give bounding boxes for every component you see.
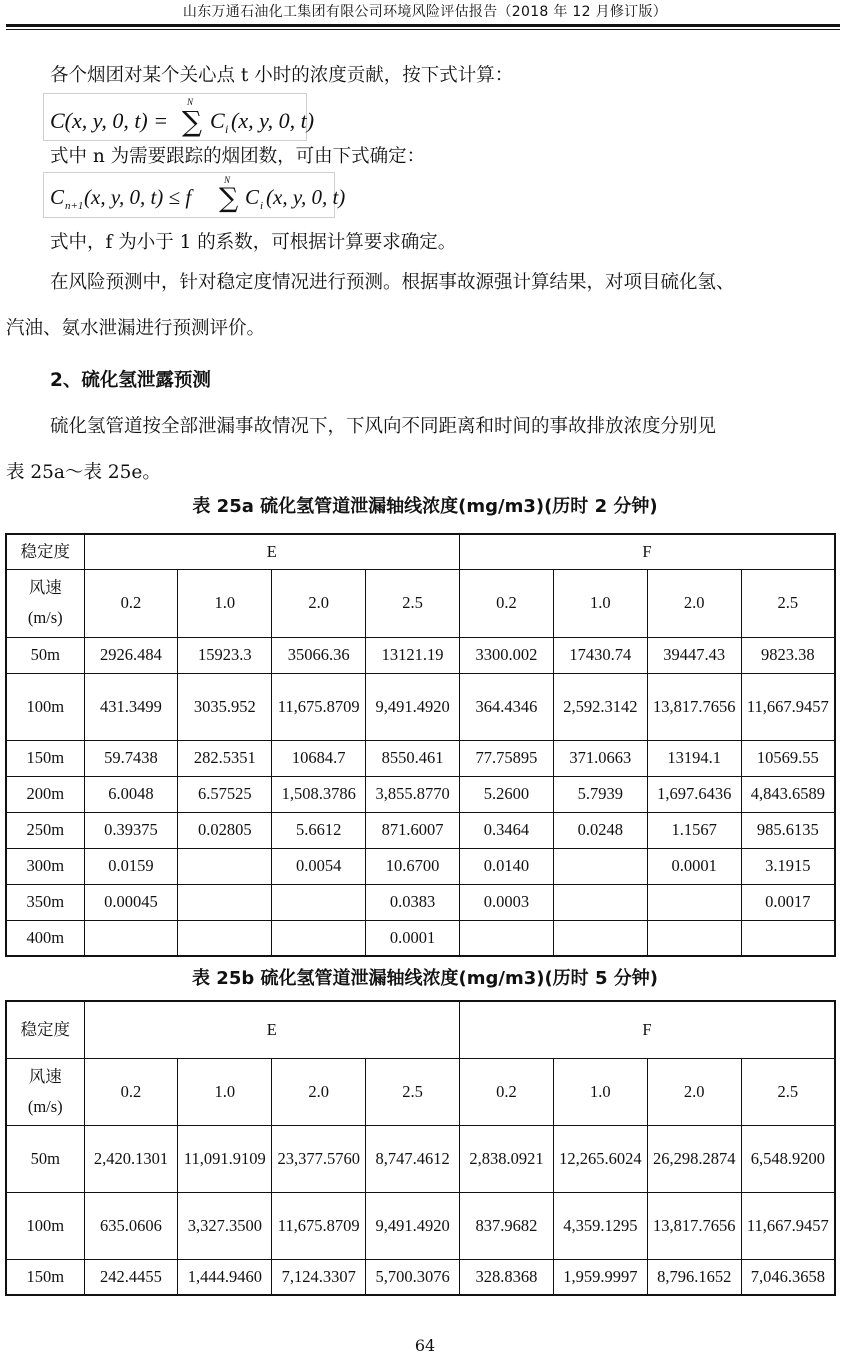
- value-cell: [741, 920, 835, 956]
- speed-cell: 2.0: [647, 569, 741, 637]
- speed-cell: 2.0: [272, 1058, 366, 1125]
- speed-cell: 2.5: [741, 569, 835, 637]
- distance-cell: 200m: [6, 776, 84, 812]
- value-cell: [647, 920, 741, 956]
- value-cell: 9823.38: [741, 637, 835, 673]
- value-cell: 13194.1: [647, 740, 741, 776]
- value-cell: 8,796.1652: [647, 1259, 741, 1295]
- svg-text:n+1: n+1: [65, 200, 84, 212]
- header-rule-thick: [6, 24, 840, 27]
- svg-text:N: N: [224, 175, 231, 185]
- table-25b-caption: 表 25b 硫化氢管道泄漏轴线浓度(mg/m3)(历时 5 分钟): [192, 968, 658, 989]
- table-row: [6, 740, 835, 776]
- table-row: [6, 920, 835, 956]
- value-cell: 3.1915: [741, 848, 835, 884]
- value-cell: 0.00045: [84, 884, 178, 920]
- wind-speed-label: 风速: [28, 578, 62, 597]
- table-row: [6, 673, 835, 740]
- value-cell: 5,700.3076: [366, 1259, 460, 1295]
- value-cell: 35066.36: [272, 637, 366, 673]
- stability-e-cell: E: [84, 1001, 460, 1058]
- speed-cell: 0.2: [460, 569, 554, 637]
- value-cell: 1,697.6436: [647, 776, 741, 812]
- value-cell: 59.7438: [84, 740, 178, 776]
- speed-cell: 2.0: [647, 1058, 741, 1125]
- value-cell: 0.0054: [272, 848, 366, 884]
- value-cell: 9,491.4920: [366, 673, 460, 740]
- table-row-wind-speed: [6, 1058, 835, 1125]
- speed-cell: 1.0: [178, 569, 272, 637]
- value-cell: 5.2600: [460, 776, 554, 812]
- paragraph-risk-prediction-line1: 在风险预测中，针对稳定度情况进行预测。根据事故源强计算结果，对项目硫化氢、: [50, 272, 735, 293]
- value-cell: 11,091.9109: [178, 1125, 272, 1192]
- distance-cell: 150m: [6, 1259, 84, 1295]
- value-cell: 10569.55: [741, 740, 835, 776]
- value-cell: 328.8368: [460, 1259, 554, 1295]
- value-cell: 5.7939: [553, 776, 647, 812]
- value-cell: 1,508.3786: [272, 776, 366, 812]
- value-cell: 8,747.4612: [366, 1125, 460, 1192]
- table-row: [6, 884, 835, 920]
- formula-puff-criterion-graphic: [44, 173, 346, 217]
- value-cell: [84, 920, 178, 956]
- speed-cell: 0.2: [460, 1058, 554, 1125]
- value-cell: 6.0048: [84, 776, 178, 812]
- value-cell: 2926.484: [84, 637, 178, 673]
- value-cell: 6.57525: [178, 776, 272, 812]
- value-cell: 11,675.8709: [272, 673, 366, 740]
- section-heading: 2、硫化氢泄露预测: [50, 370, 211, 391]
- wind-speed-label: 风速: [28, 1066, 62, 1086]
- speed-cell: 0.2: [84, 1058, 178, 1125]
- speed-cell: 2.5: [366, 1058, 460, 1125]
- stability-e-cell: E: [84, 534, 460, 569]
- value-cell: 0.0001: [647, 848, 741, 884]
- value-cell: [553, 848, 647, 884]
- value-cell: 0.0003: [460, 884, 554, 920]
- value-cell: [460, 920, 554, 956]
- value-cell: 13,817.7656: [647, 1192, 741, 1259]
- value-cell: 1,959.9997: [553, 1259, 647, 1295]
- value-cell: 7,124.3307: [272, 1259, 366, 1295]
- formula-concentration-sum-graphic: [44, 94, 315, 140]
- distance-cell: 150m: [6, 740, 84, 776]
- distance-cell: 50m: [6, 1125, 84, 1192]
- svg-text:(x, y, 0, t): (x, y, 0, t): [231, 108, 315, 133]
- table-25a-caption: 表 25a 硫化氢管道泄漏轴线浓度(mg/m3)(历时 2 分钟): [192, 496, 658, 517]
- stability-label-cell: 稳定度: [6, 1001, 84, 1058]
- value-cell: 13121.19: [366, 637, 460, 673]
- value-cell: [178, 848, 272, 884]
- value-cell: 2,420.1301: [84, 1125, 178, 1192]
- table-row: [6, 1259, 835, 1295]
- svg-text:(x, y, 0, t): (x, y, 0, t): [266, 185, 346, 209]
- value-cell: 2,838.0921: [460, 1125, 554, 1192]
- svg-text:∑: ∑: [182, 105, 202, 138]
- stability-f-cell: F: [460, 1001, 836, 1058]
- value-cell: 7,046.3658: [741, 1259, 835, 1295]
- distance-cell: 100m: [6, 673, 84, 740]
- stability-label-cell: 稳定度: [6, 534, 84, 569]
- wind-speed-label-cell: [6, 569, 84, 637]
- svg-text:C(x, y, 0, t) =: C(x, y, 0, t) =: [50, 108, 169, 133]
- distance-cell: 350m: [6, 884, 84, 920]
- value-cell: 0.0159: [84, 848, 178, 884]
- paragraph-puff-contribution: 各个烟团对某个关心点 t 小时的浓度贡献，按下式计算：: [50, 65, 514, 86]
- distance-cell: 400m: [6, 920, 84, 956]
- paragraph-puff-count: 式中 n 为需要跟踪的烟团数，可由下式确定：: [50, 146, 426, 167]
- speed-cell: 1.0: [553, 569, 647, 637]
- speed-cell: 1.0: [553, 1058, 647, 1125]
- value-cell: 985.6135: [741, 812, 835, 848]
- table-row: [6, 1125, 835, 1192]
- value-cell: 0.3464: [460, 812, 554, 848]
- value-cell: 0.0383: [366, 884, 460, 920]
- value-cell: 1,444.9460: [178, 1259, 272, 1295]
- value-cell: 39447.43: [647, 637, 741, 673]
- value-cell: 871.6007: [366, 812, 460, 848]
- value-cell: [272, 920, 366, 956]
- value-cell: 23,377.5760: [272, 1125, 366, 1192]
- header-rule-thin: [6, 29, 840, 30]
- value-cell: 282.5351: [178, 740, 272, 776]
- svg-text:C: C: [50, 185, 65, 209]
- table-row: [6, 1192, 835, 1259]
- value-cell: 0.0017: [741, 884, 835, 920]
- svg-text:C: C: [245, 185, 260, 209]
- value-cell: 11,667.9457: [741, 1192, 835, 1259]
- value-cell: 2,592.3142: [553, 673, 647, 740]
- value-cell: 0.39375: [84, 812, 178, 848]
- formula-concentration-sum: [43, 93, 315, 141]
- value-cell: [272, 884, 366, 920]
- value-cell: 431.3499: [84, 673, 178, 740]
- wind-speed-unit: (m/s): [27, 1096, 63, 1116]
- svg-text:N: N: [187, 97, 194, 107]
- value-cell: [553, 884, 647, 920]
- value-cell: 635.0606: [84, 1192, 178, 1259]
- table-row: [6, 848, 835, 884]
- value-cell: 837.9682: [460, 1192, 554, 1259]
- table-row-stability: [6, 534, 835, 569]
- value-cell: 0.0001: [366, 920, 460, 956]
- value-cell: 13,817.7656: [647, 673, 741, 740]
- svg-text:i: i: [260, 200, 264, 212]
- value-cell: [553, 920, 647, 956]
- distance-cell: 50m: [6, 637, 84, 673]
- value-cell: 3035.952: [178, 673, 272, 740]
- svg-text:∑: ∑: [219, 183, 239, 214]
- value-cell: 8550.461: [366, 740, 460, 776]
- speed-cell: 2.5: [366, 569, 460, 637]
- value-cell: [647, 884, 741, 920]
- svg-text:(x, y, 0, t) ≤ f: (x, y, 0, t) ≤ f: [84, 185, 192, 209]
- paragraph-coefficient-f: 式中，f 为小于 1 的系数，可根据计算要求确定。: [50, 232, 457, 253]
- value-cell: 3,327.3500: [178, 1192, 272, 1259]
- value-cell: 1.1567: [647, 812, 741, 848]
- speed-cell: 2.5: [741, 1058, 835, 1125]
- table-25b: [5, 1000, 836, 1296]
- document-header: 山东万通石油化工集团有限公司环境风险评估报告（2018 年 12 月修订版）: [182, 4, 668, 20]
- value-cell: 5.6612: [272, 812, 366, 848]
- speed-cell: 1.0: [178, 1058, 272, 1125]
- value-cell: 364.4346: [460, 673, 554, 740]
- value-cell: 0.0248: [553, 812, 647, 848]
- value-cell: 17430.74: [553, 637, 647, 673]
- value-cell: 242.4455: [84, 1259, 178, 1295]
- stability-f-cell: F: [460, 534, 836, 569]
- paragraph-risk-prediction-line2: 汽油、氨水泄漏进行预测评价。: [6, 318, 266, 339]
- value-cell: 77.75895: [460, 740, 554, 776]
- value-cell: 11,675.8709: [272, 1192, 366, 1259]
- table-row-wind-speed: [6, 569, 835, 637]
- value-cell: 26,298.2874: [647, 1125, 741, 1192]
- value-cell: 9,491.4920: [366, 1192, 460, 1259]
- value-cell: 10684.7: [272, 740, 366, 776]
- wind-speed-label-cell: [6, 1058, 84, 1125]
- value-cell: 0.02805: [178, 812, 272, 848]
- value-cell: [178, 920, 272, 956]
- table-row: [6, 776, 835, 812]
- value-cell: 6,548.9200: [741, 1125, 835, 1192]
- value-cell: 371.0663: [553, 740, 647, 776]
- value-cell: 10.6700: [366, 848, 460, 884]
- page-number: 64: [414, 1336, 436, 1355]
- value-cell: 3,855.8770: [366, 776, 460, 812]
- formula-puff-criterion: [43, 172, 346, 218]
- table-row: [6, 637, 835, 673]
- value-cell: 3300.002: [460, 637, 554, 673]
- distance-cell: 250m: [6, 812, 84, 848]
- table-row-stability: [6, 1001, 835, 1058]
- speed-cell: 2.0: [272, 569, 366, 637]
- wind-speed-unit: (m/s): [27, 608, 63, 627]
- value-cell: [178, 884, 272, 920]
- table-25a: [5, 533, 836, 957]
- distance-cell: 300m: [6, 848, 84, 884]
- speed-cell: 0.2: [84, 569, 178, 637]
- value-cell: 4,843.6589: [741, 776, 835, 812]
- svg-text:C: C: [210, 108, 225, 133]
- table-row: [6, 812, 835, 848]
- value-cell: 15923.3: [178, 637, 272, 673]
- svg-text:i: i: [225, 122, 229, 136]
- paragraph-h2s-leak-line2: 表 25a～表 25e。: [6, 462, 161, 483]
- value-cell: 4,359.1295: [553, 1192, 647, 1259]
- paragraph-h2s-leak-line1: 硫化氢管道按全部泄漏事故情况下，下风向不同距离和时间的事故排放浓度分别见: [50, 416, 717, 437]
- value-cell: 0.0140: [460, 848, 554, 884]
- value-cell: 12,265.6024: [553, 1125, 647, 1192]
- value-cell: 11,667.9457: [741, 673, 835, 740]
- distance-cell: 100m: [6, 1192, 84, 1259]
